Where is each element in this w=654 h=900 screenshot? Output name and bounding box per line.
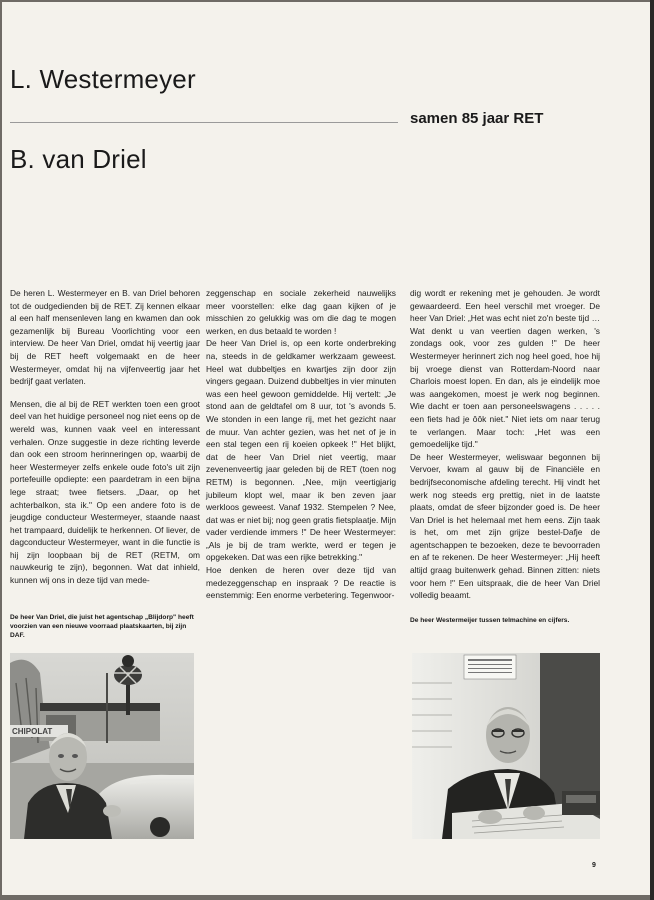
title-name-westermeyer: L. Westermeyer bbox=[10, 64, 196, 94]
text-column-3 bbox=[410, 287, 600, 602]
paragraph: dig wordt er rekening met je gehouden. Je wordt gewaardeerd. Een heel verschil met vroeger. De heer Van Driel: „Het was echt niet zo'n beste tijd … Wat denkt u van veertien dagen werken, 's zondags ook, voor zes gulden !" De heer Westermeyer herinnert zich nog heel goed, hoe hij bij vroege dienst van Rotterdam-Noord naar Charlois moest lopen. En dan, als je eindelijk moe was aangekomen, moest je werk nog beginnen. Wie dacht er toen aan personeelswagens . . . . . een fiets had je ôôk niet." Niet iets om naar terug te verlangen. Maar toch: „Het was een gemoedelijke tijd." bbox=[410, 288, 600, 450]
article-subtitle: samen 85 jaar RET bbox=[410, 110, 544, 127]
paragraph: Mensen, die al bij de RET werkten toen een groot deel van het huidige personeel nog niet eens op de wereld was, kunnen vaak veel en interessant verhalen. Onze suggestie in deze richting leverde dan ook een stroom herinneringen op, waarbij de heer Westermeyer zelfs enkele oude foto's uit zijn portefeuille opdiepte: een paardetram in een bijna lege straat; twee fietsers. „Daar, op het achterbalkon, sta ik." Op een andere foto is de jeugdige conducteur Westermeyer, staande naast het trampaard, duidelijk te herkennen. Of liever, de dagconducteur Westermeyer, want in die functie is hij zijn loopbaan bij de RET (RETM, om nauwkeurig te zijn), begonnen. Wat dat inhield, kunnen wij ons in deze tijd van mede- bbox=[10, 398, 200, 586]
paragraph: zeggenschap en sociale zekerheid nauwelijks meer voorstellen: elke dag gaan kijken of je misschien zo gelukkig was om die dag te mogen werken, en dus betaald te worden ! bbox=[206, 288, 396, 336]
photo-van-driel bbox=[10, 653, 194, 839]
photo-caption-right: De heer Westermeijer tussen telmachine en cijfers. bbox=[410, 617, 570, 624]
title-divider bbox=[10, 122, 398, 123]
title-name-van-driel: B. van Driel bbox=[10, 144, 147, 174]
paragraph: De heer Westermeyer, weliswaar begonnen bij Vervoer, kwam al gauw bij de Financiële en bedrijfseconomische afdeling terecht. Hij vindt het werk nog steeds erg prettig, niet in de laatste plaats, omdat de sfeer bijzonder goed is. De heer Van Driel is het helemaal met hem eens. Zijn taak is het, om met zijn grijze bestel-Dafje de agentschappen te bezoeken, deze te bevoorraden en af te rekenen. De heer Westermeyer: „Hij heeft altijd graag buitenwerk gehad. Binnen zitten: niets voor hem !" Een uitspraak, die de heer Van Driel volledig beaamt. bbox=[410, 451, 600, 601]
sign-text: CHIPOLAT bbox=[12, 727, 53, 736]
paragraph: De heer Van Driel is, op een korte onderbreking na, steeds in de geldkamer werkzaam geweest. Heel wat dubbeltjes en kwartjes zijn door zijn vingers gegaan. Duizend dubbeltjes in vier minuten was een heel gewoon gemiddelde. Hij vertelt: „Je stond aan de geldtafel om 8 uur, tot 's avonds 5. We stonden in een lange rij, met het gezicht naar de muur. Van achter gezien, was het net of je in een stal tegen een rij koeien opkeek !" Het blijkt, dat de heer Van Driel niet veertig, maar zevenenveertig jaar geleden bij de RET (toen nog RETM) is begonnen. „Nee, mijn veertigjarig jubileum klopt wel, maar ik ben zeven jaar werkloos geweest. Vanaf 1932. Stempelen ? Nee, dat was er niet bij; nog geen gratis fietsplaatje. Mijn vader verdiende immers !" De heer Westermeyer: „Als je bij de tram werkte, werd er tegen je opgekeken. Dat was een rijke betrekking." bbox=[206, 338, 396, 563]
text-column-2 bbox=[206, 287, 396, 602]
photo-westermeijer bbox=[412, 653, 600, 839]
page-edge-shadow bbox=[650, 0, 654, 900]
page-number: 9 bbox=[592, 862, 596, 869]
photo-caption-left: De heer Van Driel, die juist het agentschap „Blijdorp" heeft voorzien van een nieuwe voorraad plaatskaarten, bij zijn DAF. bbox=[10, 614, 194, 640]
magazine-page bbox=[2, 2, 650, 895]
paragraph: Hoe denken de heren over deze tijd van medezeggenschap en inspraak ? De reactie is eenstemmig: Een enorme verbetering. Tegenwoor- bbox=[206, 565, 396, 601]
text-column-1 bbox=[10, 287, 200, 587]
paragraph: De heren L. Westermeyer en B. van Driel behoren tot de oudgedienden bij de RET. Zij kennen elkaar al een half mensenleven lang en kwamen dan ook gezamenlijk bij Bureau Voorlichting voor een interview. De heer Van Driel, omdat hij veertig jaar bij de RET heeft volgemaakt en de heer Westermeyer, omdat hij na vijfenveertig jaar het bedrijf gaat verlaten. bbox=[10, 288, 200, 387]
